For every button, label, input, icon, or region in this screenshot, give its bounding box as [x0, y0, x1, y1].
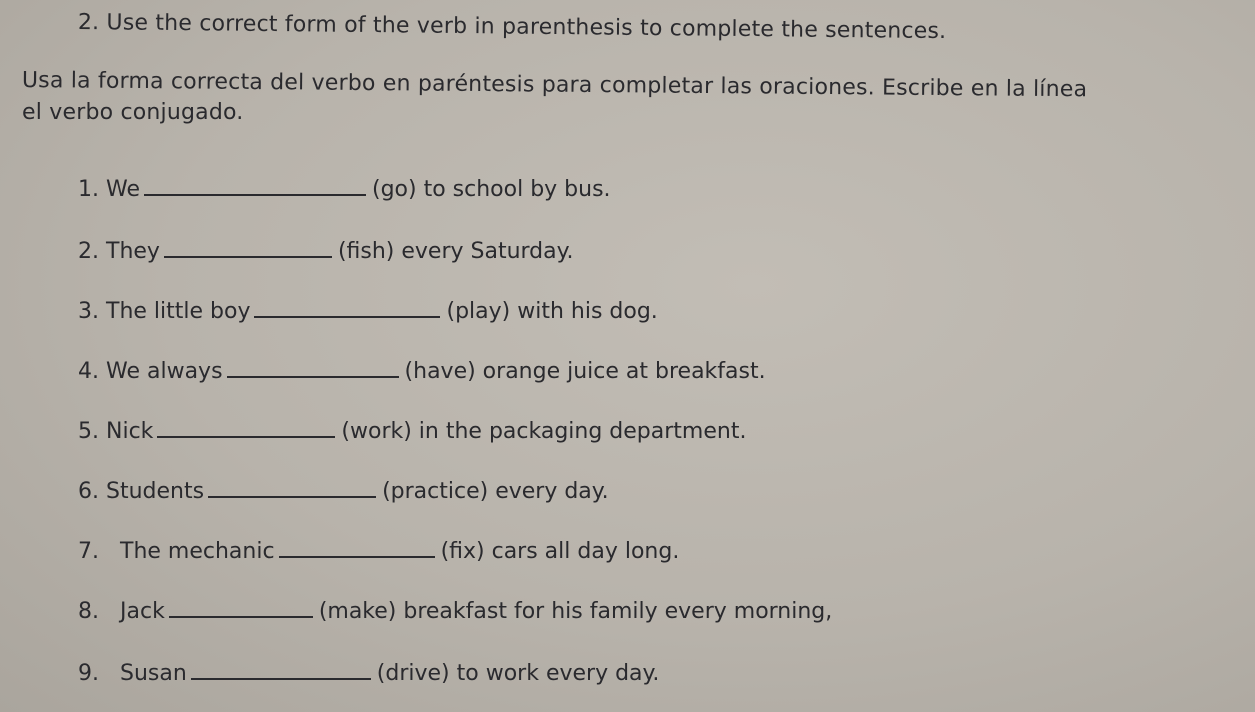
item-number: 3.	[78, 299, 99, 324]
item-prompt: (practice) every day.	[382, 479, 609, 504]
exercise-item-3	[78, 298, 658, 323]
answer-blank-5[interactable]	[157, 418, 335, 438]
item-subject: Susan	[120, 661, 187, 686]
item-subject: The little boy	[106, 299, 251, 324]
item-prompt: (fix) cars all day long.	[440, 539, 680, 564]
answer-blank-7[interactable]	[279, 538, 435, 558]
instructions-spanish-line1: Usa la forma correcta del verbo en paréntesis para completar las oraciones. Escribe en la línea	[21, 68, 1088, 103]
item-number: 5.	[78, 419, 99, 444]
item-number: 1.	[78, 177, 99, 202]
exercise-item-1	[78, 176, 611, 201]
exercise-item-9	[78, 660, 659, 685]
item-subject: Jack	[120, 599, 165, 624]
exercise-item-4	[78, 358, 766, 383]
item-subject: Nick	[106, 419, 154, 444]
exercise-item-8	[78, 598, 832, 623]
item-number: 7.	[78, 539, 99, 564]
exercise-item-5	[78, 418, 746, 443]
item-subject: We always	[106, 359, 223, 384]
item-subject: The mechanic	[120, 539, 275, 564]
instructions-spanish-line2: el verbo conjugado.	[22, 100, 244, 125]
item-prompt: (fish) every Saturday.	[337, 239, 574, 264]
answer-blank-6[interactable]	[208, 478, 376, 498]
exercise-item-2	[78, 238, 574, 263]
item-prompt: (work) in the packaging department.	[341, 419, 747, 444]
item-prompt: (go) to school by bus.	[372, 177, 611, 202]
answer-blank-3[interactable]	[254, 298, 440, 318]
item-prompt: (make) breakfast for his family every morning,	[318, 599, 833, 624]
answer-blank-4[interactable]	[227, 358, 399, 378]
item-subject: They	[106, 239, 160, 264]
exercise-item-7	[78, 538, 679, 563]
item-number: 8.	[78, 599, 99, 624]
answer-blank-9[interactable]	[191, 660, 371, 680]
item-subject: We	[106, 177, 140, 202]
item-number: 9.	[78, 661, 99, 686]
item-number: 4.	[78, 359, 99, 384]
item-subject: Students	[106, 479, 205, 504]
answer-blank-8[interactable]	[169, 598, 313, 618]
answer-blank-2[interactable]	[164, 238, 332, 258]
item-number: 2.	[78, 239, 99, 264]
exercise-item-6	[78, 478, 609, 503]
item-prompt: (drive) to work every day.	[376, 661, 660, 686]
item-prompt: (play) with his dog.	[446, 299, 658, 324]
item-prompt: (have) orange juice at breakfast.	[404, 359, 766, 384]
answer-blank-1[interactable]	[144, 176, 366, 196]
item-number: 6.	[78, 479, 99, 504]
instructions-english: 2. Use the correct form of the verb in parenthesis to complete the sentences.	[77, 10, 947, 45]
